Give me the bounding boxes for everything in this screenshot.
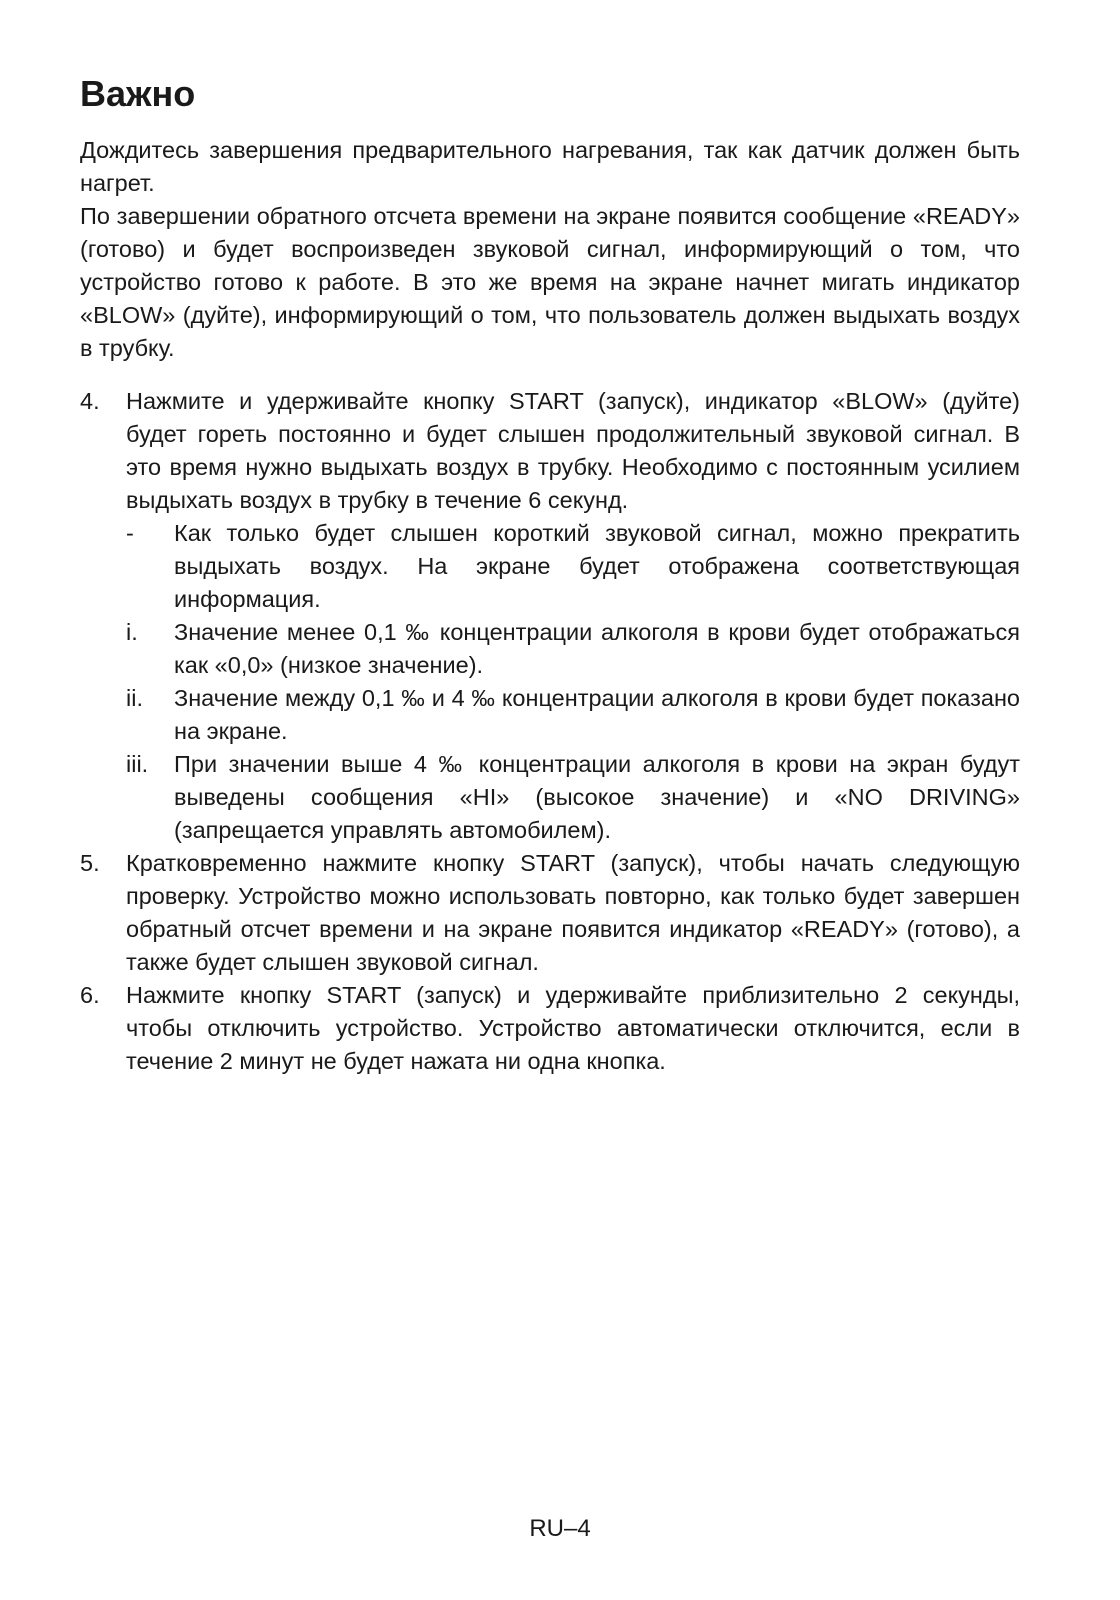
substep-mark: ii.: [126, 685, 143, 711]
step-text: Кратковременно нажмите кнопку START (запуск), чтобы начать следующую проверку. Устройство можно использовать повторно, как только будет завершен обратный отсчет времени и на экране появится индикатор «READY» (готово), а также будет слышен звуковой сигнал.: [126, 850, 1020, 975]
substep-mark: -: [126, 520, 134, 546]
intro-paragraph-1: Дождитесь завершения предварительного нагревания, так как датчик должен быть нагрет.: [80, 137, 1020, 196]
substep-ii: [126, 682, 1020, 748]
substep-mark: i.: [126, 619, 138, 645]
page-number: RU–4: [529, 1515, 591, 1542]
step-5: [80, 847, 1020, 979]
intro-paragraph-2: По завершении обратного отсчета времени на экране появится сообщение «READY» (готово) и будет воспроизведен звуковой сигнал, информирующий о том, что устройство готово к работе. В это же время на экране начнет мигать индикатор «BLOW» (дуйте), информирующий о том, что пользователь должен выдыхать воздух в трубку.: [80, 203, 1020, 361]
step-text: Нажмите кнопку START (запуск) и удерживайте приблизительно 2 секунды, чтобы отключить устройство. Устройство автоматически отключится, если в течение 2 минут не будет нажата ни одна кнопка.: [126, 982, 1020, 1074]
step-number: 5.: [80, 850, 100, 876]
substep-i: [126, 616, 1020, 682]
substep-mark: iii.: [126, 751, 149, 777]
substep-text: Как только будет слышен короткий звуковой сигнал, можно прекратить выдыхать воздух. На экране будет отображена соответствующая информация.: [174, 520, 1020, 612]
step-text: Нажмите и удерживайте кнопку START (запуск), индикатор «BLOW» (дуйте) будет гореть постоянно и будет слышен продолжительный звуковой сигнал. В это время нужно выдыхать воздух в трубку. Необходимо с постоянным усилием выдыхать воздух в трубку в течение 6 секунд.: [126, 388, 1020, 513]
substep-text: Значение между 0,1 ‰ и 4 ‰ концентрации алкоголя в крови будет показано на экране.: [174, 685, 1020, 744]
step-4: [80, 385, 1020, 847]
step-number: 6.: [80, 982, 100, 1008]
step-6: [80, 979, 1020, 1078]
substep-text: При значении выше 4 ‰ концентрации алкоголя в крови на экран будут выведены сообщения «HI» (высокое значение) и «NO DRIVING» (запрещается управлять автомобилем).: [174, 751, 1020, 843]
step-number: 4.: [80, 388, 100, 414]
substep-dash: [126, 517, 1020, 616]
steps-list: [80, 385, 1020, 1078]
substep-iii: [126, 748, 1020, 847]
document-page: [80, 72, 1020, 1078]
section-heading: Важно: [80, 73, 196, 114]
substep-text: Значение менее 0,1 ‰ концентрации алкоголя в крови будет отображаться как «0,0» (низкое значение).: [174, 619, 1020, 678]
